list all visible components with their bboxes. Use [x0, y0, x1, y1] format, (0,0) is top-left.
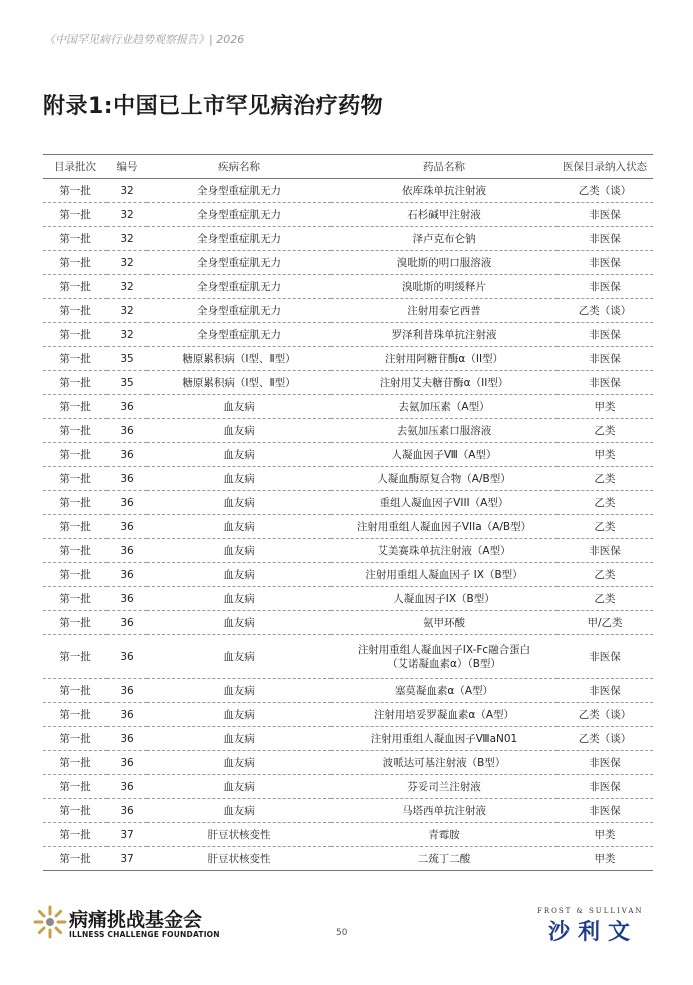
cell-number: 32	[107, 227, 147, 251]
cell-batch: 第一批	[43, 847, 107, 871]
cell-batch: 第一批	[43, 227, 107, 251]
cell-disease: 血友病	[147, 727, 331, 751]
cell-number: 35	[107, 347, 147, 371]
table-row	[43, 467, 653, 491]
table-row	[43, 587, 653, 611]
cell-number: 37	[107, 847, 147, 871]
cell-disease: 糖原累积病（I型、Ⅱ型）	[147, 347, 331, 371]
cell-drug: 注射用重组人凝血因子 IX（B型）	[331, 563, 557, 587]
cell-drug: 氨甲环酸	[331, 611, 557, 635]
cell-batch: 第一批	[43, 443, 107, 467]
table-row	[43, 847, 653, 871]
cell-insurance: 非医保	[557, 635, 653, 679]
cell-drug: 人凝血因子IX（B型）	[331, 587, 557, 611]
cell-number: 36	[107, 563, 147, 587]
table-row	[43, 635, 653, 679]
cell-number: 36	[107, 467, 147, 491]
table-row	[43, 347, 653, 371]
cell-batch: 第一批	[43, 539, 107, 563]
cell-number: 32	[107, 299, 147, 323]
cell-number: 36	[107, 515, 147, 539]
cell-drug: 马塔西单抗注射液	[331, 799, 557, 823]
cell-insurance: 乙类	[557, 515, 653, 539]
cell-batch: 第一批	[43, 587, 107, 611]
cell-insurance: 非医保	[557, 751, 653, 775]
cell-insurance: 非医保	[557, 799, 653, 823]
cell-disease: 全身型重症肌无力	[147, 227, 331, 251]
cell-insurance: 乙类	[557, 467, 653, 491]
cell-drug: 二巯丁二酸	[331, 847, 557, 871]
cell-batch: 第一批	[43, 467, 107, 491]
cell-number: 35	[107, 371, 147, 395]
cell-disease: 血友病	[147, 775, 331, 799]
cell-disease: 血友病	[147, 635, 331, 679]
table-row	[43, 395, 653, 419]
cell-batch: 第一批	[43, 727, 107, 751]
table-row	[43, 823, 653, 847]
cell-insurance: 非医保	[557, 775, 653, 799]
table-row	[43, 275, 653, 299]
cell-batch: 第一批	[43, 823, 107, 847]
cell-insurance: 非医保	[557, 679, 653, 703]
cell-batch: 第一批	[43, 751, 107, 775]
table-row	[43, 443, 653, 467]
cell-number: 36	[107, 751, 147, 775]
cell-batch: 第一批	[43, 611, 107, 635]
cell-drug: 依库珠单抗注射液	[331, 179, 557, 203]
cell-batch: 第一批	[43, 419, 107, 443]
foundation-logo	[33, 905, 233, 941]
cell-batch: 第一批	[43, 347, 107, 371]
page-number: 50	[336, 928, 348, 938]
cell-drug: 塞莫凝血素α（A型）	[331, 679, 557, 703]
col-header-batch: 目录批次	[43, 155, 107, 179]
table-row	[43, 515, 653, 539]
cell-batch: 第一批	[43, 275, 107, 299]
table-body	[43, 179, 653, 871]
cell-disease: 血友病	[147, 587, 331, 611]
cell-disease: 全身型重症肌无力	[147, 203, 331, 227]
cell-insurance: 非医保	[557, 275, 653, 299]
table-row	[43, 251, 653, 275]
cell-disease: 血友病	[147, 419, 331, 443]
cell-number: 32	[107, 275, 147, 299]
cell-number: 36	[107, 703, 147, 727]
cell-number: 36	[107, 539, 147, 563]
cell-batch: 第一批	[43, 491, 107, 515]
cell-batch: 第一批	[43, 775, 107, 799]
cell-drug: 注射用重组人凝血因子ⅧaN01	[331, 727, 557, 751]
cell-disease: 肝豆状核变性	[147, 847, 331, 871]
cell-insurance: 甲类	[557, 395, 653, 419]
cell-disease: 血友病	[147, 515, 331, 539]
cell-number: 37	[107, 823, 147, 847]
foundation-name-en: ILLNESS CHALLENGE FOUNDATION	[69, 930, 220, 939]
cell-insurance: 乙类	[557, 491, 653, 515]
cell-batch: 第一批	[43, 635, 107, 679]
table-header-row	[43, 155, 653, 179]
cell-batch: 第一批	[43, 515, 107, 539]
cell-insurance: 非医保	[557, 539, 653, 563]
partner-name-en: FROST & SULLIVAN	[537, 907, 644, 915]
table-row	[43, 563, 653, 587]
cell-insurance: 甲/乙类	[557, 611, 653, 635]
cell-drug: 石杉碱甲注射液	[331, 203, 557, 227]
cell-drug: 注射用泰它西普	[331, 299, 557, 323]
cell-drug: 注射用重组人凝血因子VIIa（A/B型）	[331, 515, 557, 539]
cell-insurance: 非医保	[557, 227, 653, 251]
cell-drug: 溴吡斯的明口服溶液	[331, 251, 557, 275]
cell-number: 32	[107, 203, 147, 227]
cell-number: 32	[107, 179, 147, 203]
cell-number: 36	[107, 587, 147, 611]
cell-disease: 糖原累积病（I型、Ⅱ型）	[147, 371, 331, 395]
page-title: 附录1:中国已上市罕见病治疗药物	[43, 94, 384, 119]
table-row	[43, 491, 653, 515]
cell-batch: 第一批	[43, 703, 107, 727]
cell-drug: 注射用培妥罗凝血素α（A型）	[331, 703, 557, 727]
cell-batch: 第一批	[43, 799, 107, 823]
table-row	[43, 203, 653, 227]
cell-drug: 芬妥司兰注射液	[331, 775, 557, 799]
cell-number: 36	[107, 775, 147, 799]
cell-number: 36	[107, 635, 147, 679]
cell-drug: 注射用艾夫糖苷酶α（II型）	[331, 371, 557, 395]
partner-name-cn: 沙利文	[548, 920, 639, 945]
cell-drug: 青霉胺	[331, 823, 557, 847]
cell-disease: 血友病	[147, 751, 331, 775]
table-row	[43, 799, 653, 823]
cell-batch: 第一批	[43, 679, 107, 703]
cell-insurance: 乙类（谈）	[557, 179, 653, 203]
cell-insurance: 非医保	[557, 323, 653, 347]
table-row	[43, 727, 653, 751]
cell-number: 36	[107, 679, 147, 703]
cell-disease: 全身型重症肌无力	[147, 179, 331, 203]
cell-disease: 肝豆状核变性	[147, 823, 331, 847]
cell-disease: 血友病	[147, 799, 331, 823]
cell-insurance: 非医保	[557, 251, 653, 275]
cell-insurance: 非医保	[557, 347, 653, 371]
cell-disease: 血友病	[147, 679, 331, 703]
cell-disease: 血友病	[147, 539, 331, 563]
cell-drug: 注射用阿糖苷酶α（II型）	[331, 347, 557, 371]
cell-batch: 第一批	[43, 563, 107, 587]
cell-insurance: 乙类	[557, 419, 653, 443]
cell-number: 36	[107, 419, 147, 443]
table-row	[43, 227, 653, 251]
cell-drug: 去氨加压素（A型）	[331, 395, 557, 419]
cell-disease: 血友病	[147, 467, 331, 491]
cell-disease: 血友病	[147, 563, 331, 587]
cell-insurance: 甲类	[557, 443, 653, 467]
cell-number: 36	[107, 491, 147, 515]
col-header-drug: 药品名称	[331, 155, 557, 179]
table-row	[43, 323, 653, 347]
cell-drug: 人凝血因子Ⅷ（A型）	[331, 443, 557, 467]
table-row	[43, 179, 653, 203]
foundation-name-cn: 病痛挑战基金会	[69, 909, 203, 931]
cell-drug: 艾美赛珠单抗注射液（A型）	[331, 539, 557, 563]
cell-disease: 全身型重症肌无力	[147, 323, 331, 347]
col-header-number: 编号	[107, 155, 147, 179]
cell-disease: 全身型重症肌无力	[147, 275, 331, 299]
table-row	[43, 539, 653, 563]
table-row	[43, 299, 653, 323]
table-row	[43, 751, 653, 775]
cell-number: 32	[107, 251, 147, 275]
cell-insurance: 甲类	[557, 823, 653, 847]
drug-table-container	[43, 154, 653, 871]
cell-number: 36	[107, 727, 147, 751]
cell-number: 36	[107, 799, 147, 823]
cell-drug: 波哌达可基注射液（B型）	[331, 751, 557, 775]
cell-disease: 血友病	[147, 443, 331, 467]
cell-insurance: 甲类	[557, 847, 653, 871]
cell-drug: 去氨加压素口服溶液	[331, 419, 557, 443]
cell-disease: 血友病	[147, 611, 331, 635]
cell-batch: 第一批	[43, 371, 107, 395]
drug-name-line: 注射用重组人凝血因子IX-Fc融合蛋白	[357, 643, 531, 656]
cell-insurance: 乙类（谈）	[557, 703, 653, 727]
report-header: 《中国罕见病行业趋势观察报告》| 2026	[44, 33, 245, 46]
cell-drug: 泽卢克布仑钠	[331, 227, 557, 251]
cell-drug	[331, 635, 557, 679]
table-row	[43, 611, 653, 635]
cell-batch: 第一批	[43, 395, 107, 419]
drug-name-line: （艾诺凝血素α）（B型）	[387, 657, 501, 670]
cell-drug: 重组人凝血因子VIII（A型）	[331, 491, 557, 515]
cell-drug: 人凝血酶原复合物（A/B型）	[331, 467, 557, 491]
col-header-insurance: 医保目录纳入状态	[557, 155, 653, 179]
cell-batch: 第一批	[43, 179, 107, 203]
cell-number: 36	[107, 395, 147, 419]
cell-number: 36	[107, 443, 147, 467]
cell-batch: 第一批	[43, 323, 107, 347]
table-row	[43, 679, 653, 703]
table-row	[43, 371, 653, 395]
cell-number: 36	[107, 611, 147, 635]
table-row	[43, 703, 653, 727]
cell-insurance: 乙类（谈）	[557, 299, 653, 323]
cell-insurance: 非医保	[557, 371, 653, 395]
table-row	[43, 419, 653, 443]
col-header-disease: 疾病名称	[147, 155, 331, 179]
cell-disease: 血友病	[147, 703, 331, 727]
cell-insurance: 乙类（谈）	[557, 727, 653, 751]
cell-disease: 全身型重症肌无力	[147, 299, 331, 323]
cell-insurance: 非医保	[557, 203, 653, 227]
cell-insurance: 乙类	[557, 587, 653, 611]
cell-batch: 第一批	[43, 203, 107, 227]
cell-disease: 全身型重症肌无力	[147, 251, 331, 275]
cell-drug: 溴吡斯的明缓释片	[331, 275, 557, 299]
cell-insurance: 乙类	[557, 563, 653, 587]
cell-batch: 第一批	[43, 299, 107, 323]
cell-batch: 第一批	[43, 251, 107, 275]
cell-disease: 血友病	[147, 491, 331, 515]
cell-disease: 血友病	[147, 395, 331, 419]
cell-drug: 罗泽利昔珠单抗注射液	[331, 323, 557, 347]
cell-number: 32	[107, 323, 147, 347]
sunburst-logo-icon	[33, 905, 67, 939]
drug-table	[43, 154, 653, 871]
table-row	[43, 775, 653, 799]
